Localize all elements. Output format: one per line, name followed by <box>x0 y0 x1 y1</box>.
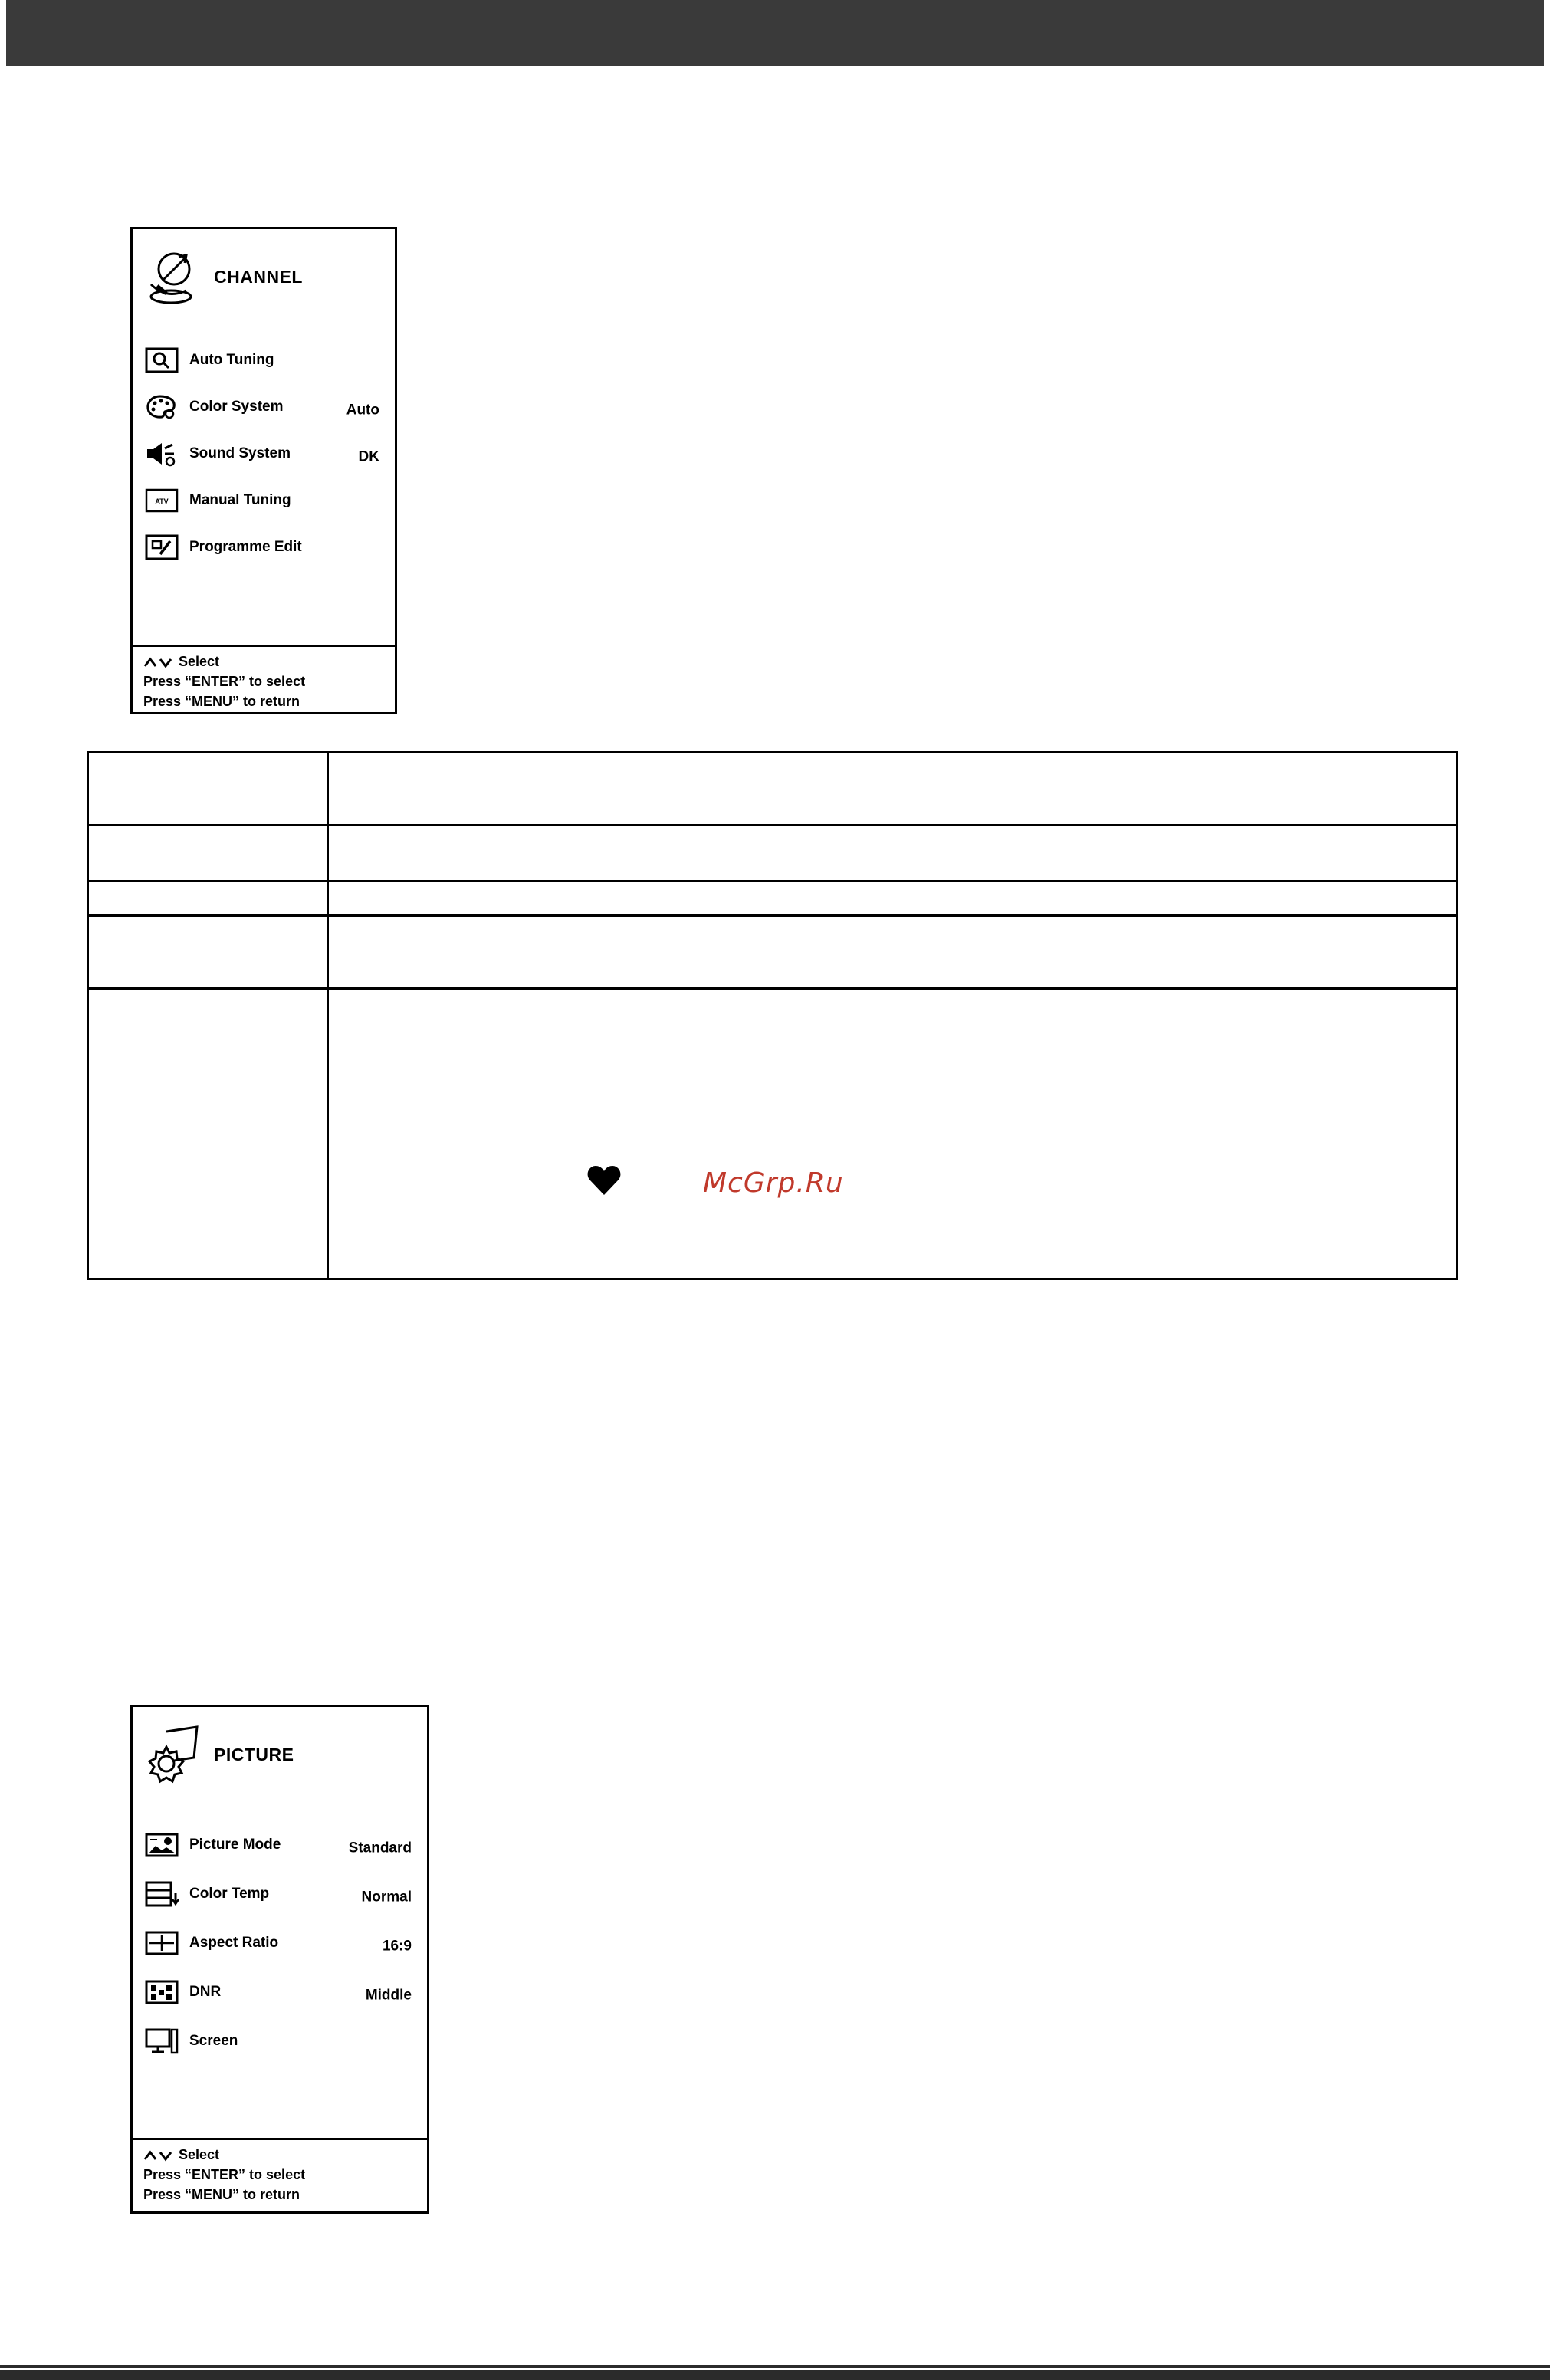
footer-select-text: Select <box>179 2147 220 2162</box>
channel-item-label: Auto Tuning <box>189 351 274 368</box>
footer-enter-text: Press “ENTER” to select <box>143 674 306 689</box>
picture-item-color-temp[interactable] <box>145 1870 415 1919</box>
picture-item-screen[interactable] <box>145 2017 415 2066</box>
picture-item-label: Color Temp <box>189 1886 270 1902</box>
heart-icon <box>586 1164 622 1197</box>
channel-menu-panel <box>130 227 397 714</box>
up-down-arrows-icon <box>143 656 174 668</box>
picture-gear-icon <box>143 1724 203 1785</box>
watermark-text: McGrp.Ru <box>703 1167 844 1199</box>
edit-icon <box>145 534 179 560</box>
footer-menu-text: Press “MENU” to return <box>143 694 300 709</box>
footer-rule-thin <box>0 2365 1550 2368</box>
picture-menu-items <box>145 1820 415 2066</box>
channel-item-value: DK <box>358 448 379 465</box>
channel-item-color-system[interactable] <box>145 383 383 430</box>
table-cell <box>328 881 1457 916</box>
channel-item-label: Color System <box>189 398 284 415</box>
footer-select-line <box>143 652 395 671</box>
channel-menu-footer <box>133 645 395 712</box>
table-cell <box>328 826 1457 881</box>
channel-item-label: Sound System <box>189 445 291 461</box>
footer-menu-text: Press “MENU” to return <box>143 2187 300 2202</box>
satellite-dish-icon <box>143 246 203 307</box>
picture-mode-icon <box>145 1832 179 1858</box>
footer-select-text: Select <box>179 654 220 669</box>
atv-icon <box>145 487 179 514</box>
dnr-icon <box>145 1979 179 2005</box>
table-row <box>88 881 1457 916</box>
picture-menu-panel <box>130 1705 429 2214</box>
magnifier-icon <box>145 347 179 373</box>
footer-rule-thick <box>0 2370 1550 2380</box>
picture-item-value: 16:9 <box>382 1938 412 1955</box>
picture-menu-title: PICTURE <box>214 1744 294 1764</box>
monitor-icon <box>145 2028 179 2054</box>
footer-select-line <box>143 2145 427 2165</box>
up-down-arrows-icon <box>143 2149 174 2162</box>
channel-item-auto-tuning[interactable] <box>145 336 383 383</box>
channel-item-label: Manual Tuning <box>189 491 291 508</box>
description-table <box>87 751 1458 1280</box>
table-row <box>88 916 1457 989</box>
picture-item-value: Normal <box>361 1889 412 1906</box>
channel-item-label: Programme Edit <box>189 538 302 555</box>
table-cell <box>88 916 328 989</box>
picture-menu-footer <box>133 2138 427 2211</box>
table-row <box>88 753 1457 826</box>
table-row <box>88 826 1457 881</box>
atv-label: ATV <box>155 497 169 505</box>
picture-item-dnr[interactable] <box>145 1968 415 2017</box>
table-cell <box>328 916 1457 989</box>
picture-menu-header <box>143 1724 294 1785</box>
color-temp-icon <box>145 1881 179 1907</box>
table-cell <box>88 753 328 826</box>
palette-icon <box>145 394 179 420</box>
speaker-icon <box>145 441 179 467</box>
channel-item-value: Auto <box>346 401 379 418</box>
picture-item-label: Screen <box>189 2033 238 2049</box>
picture-item-label: Aspect Ratio <box>189 1935 279 1951</box>
table-cell <box>88 826 328 881</box>
table-row <box>88 989 1457 1279</box>
picture-item-label: Picture Mode <box>189 1837 281 1853</box>
table-cell <box>88 989 328 1279</box>
channel-menu-header <box>143 246 303 307</box>
picture-item-value: Middle <box>365 1987 412 2004</box>
table-cell <box>328 753 1457 826</box>
table-cell <box>88 881 328 916</box>
channel-item-manual-tuning[interactable] <box>145 477 383 524</box>
channel-menu-items <box>145 336 383 570</box>
channel-menu-title: CHANNEL <box>214 266 303 287</box>
aspect-ratio-icon <box>145 1930 179 1956</box>
header-band <box>6 0 1544 66</box>
picture-item-aspect-ratio[interactable] <box>145 1919 415 1968</box>
footer-rule <box>0 2362 1550 2380</box>
picture-item-value: Standard <box>348 1840 412 1856</box>
footer-enter-text: Press “ENTER” to select <box>143 2167 306 2182</box>
channel-item-programme-edit[interactable] <box>145 524 383 570</box>
channel-item-sound-system[interactable] <box>145 430 383 477</box>
picture-item-picture-mode[interactable] <box>145 1820 415 1870</box>
table-cell <box>328 989 1457 1279</box>
picture-item-label: DNR <box>189 1984 222 2000</box>
